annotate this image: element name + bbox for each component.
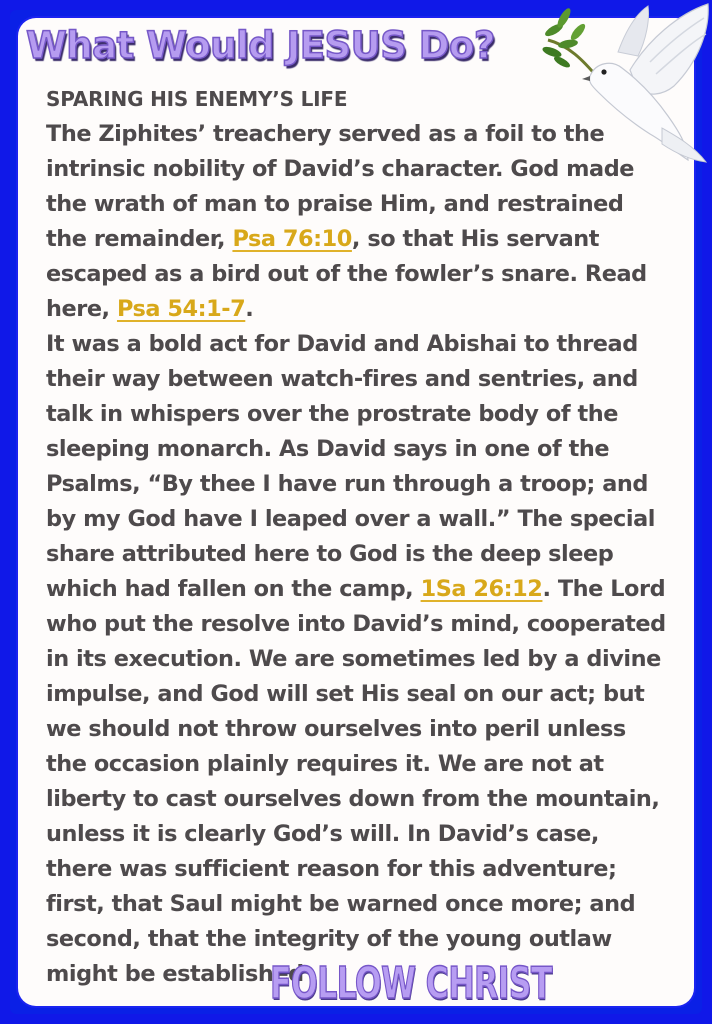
paragraph-1-text-a: The Ziphites’ treachery served as a foil to the intrinsic nobility of David’s character. God made the wrath of man to praise Him, and restrained the remainder, [46, 121, 635, 252]
article-heading: SPARING HIS ENEMY’S LIFE [46, 87, 348, 111]
footer-title: FOLLOW CHRIST [270, 958, 552, 1009]
article-body [46, 82, 666, 992]
scripture-link-1sa-26-12[interactable]: 1Sa 26:12 [420, 576, 543, 602]
paragraph-2-text-a: It was a bold act for David and Abishai to thread their way between watch-fires and sentries, and talk in whispers over the prostrate body of the sleeping monarch. As David says in one of the Psalms, “By thee I have run through a troop; and by my God have I leaped over a wall.” The special share attributed here to God is the deep sleep which had fallen on the camp, [46, 331, 655, 602]
scripture-link-psa-54-1-7[interactable]: Psa 54:1-7 [116, 296, 246, 322]
scripture-link-psa-76-10[interactable]: Psa 76:10 [232, 226, 352, 252]
paragraph-2 [46, 327, 666, 992]
paragraph-2-text-b: . The Lord who put the resolve into David’s mind, cooperated in its execution. We are sometimes led by a divine impulse, and God will set His seal on our act; but we should not throw ourselves into peril unless the occasion plainly requires it. We are not at liberty to cast ourselves down from the mountain, unless it is clearly God’s will. In David’s case, there was sufficient reason for this adventure; first, that Saul might be warned once more; and second, that the integrity of the young outlaw might be established [46, 576, 666, 987]
paragraph-1 [46, 117, 666, 327]
paragraph-1-text-b: , so that His servant escaped as a bird out of the fowler’s snare. Read here, [46, 226, 647, 322]
page-title: What Would JESUS Do? [26, 24, 495, 67]
paragraph-1-text-c: . [245, 296, 254, 322]
